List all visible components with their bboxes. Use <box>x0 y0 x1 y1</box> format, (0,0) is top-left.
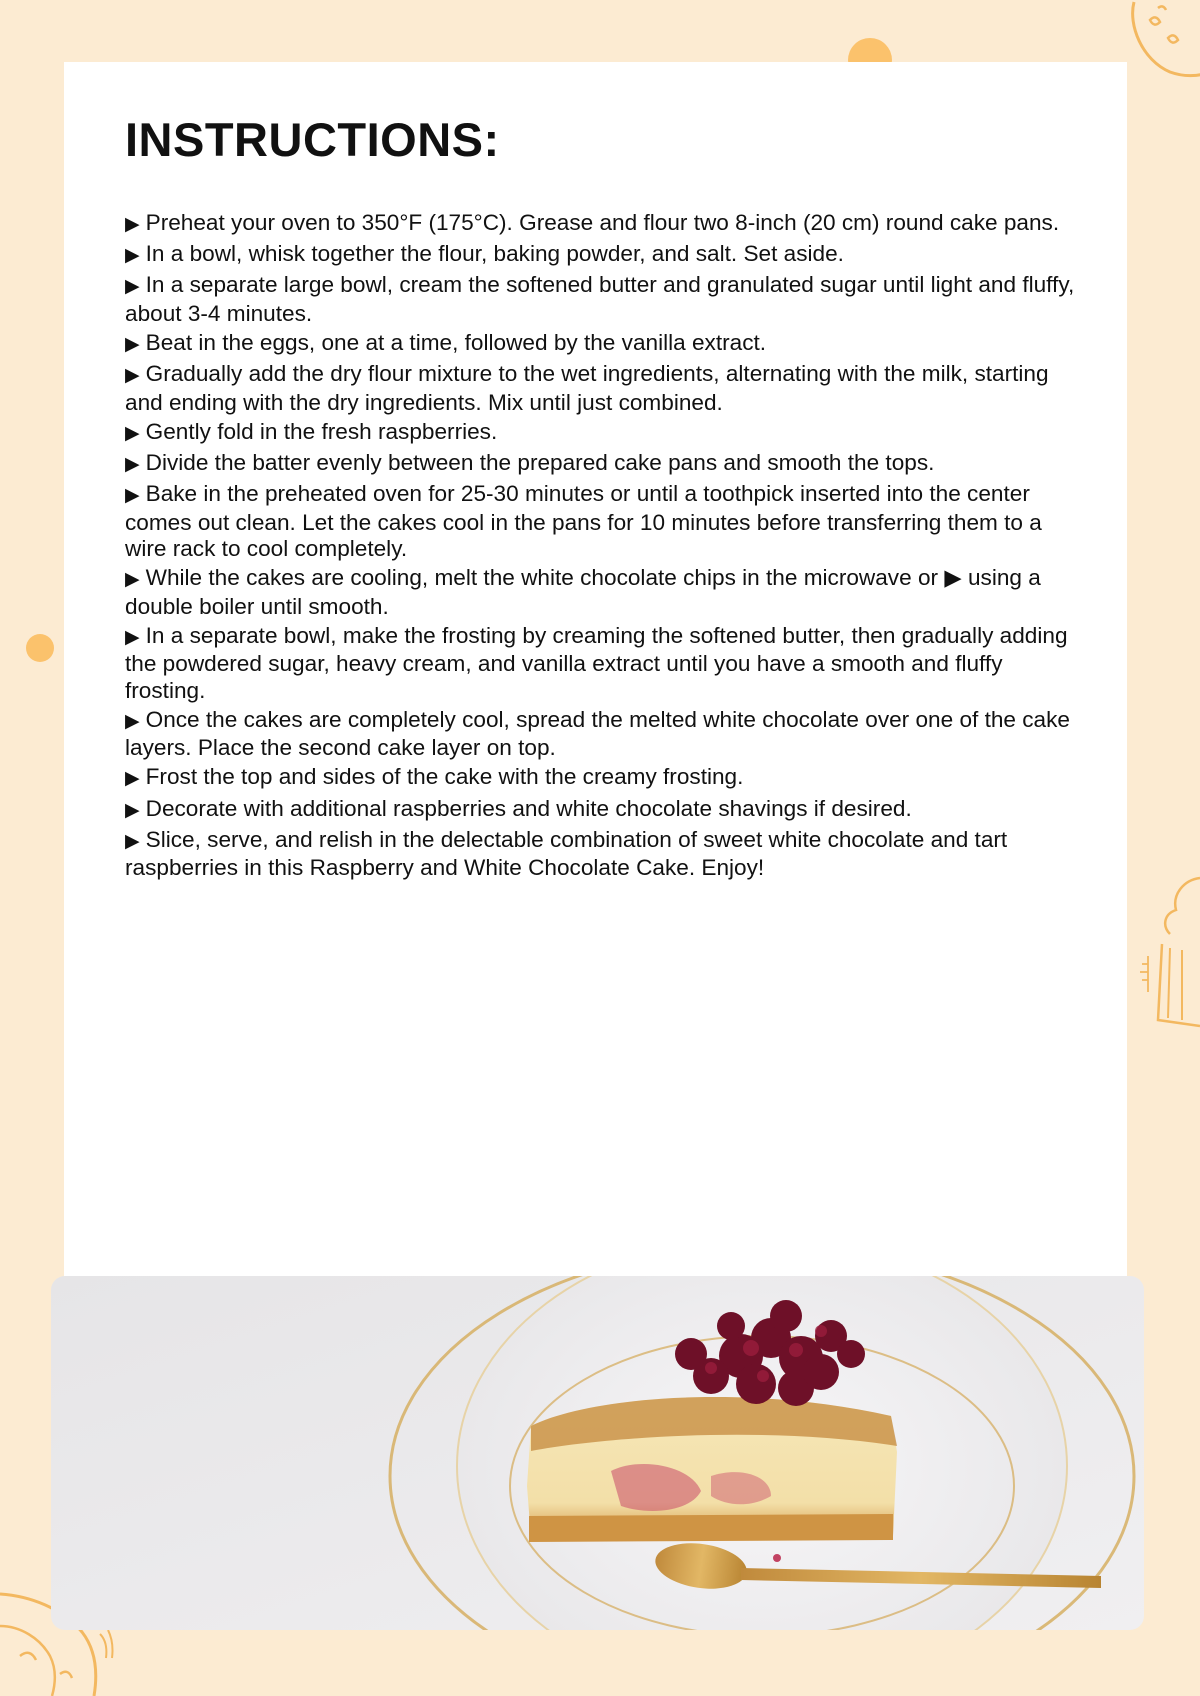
play-arrow-icon: ▶ <box>125 214 140 235</box>
play-arrow-icon: ▶ <box>125 830 140 852</box>
instruction-step <box>125 764 1087 792</box>
play-arrow-icon: ▶ <box>125 245 140 267</box>
play-arrow-icon: ▶ <box>125 768 140 790</box>
instruction-text: Decorate with additional raspberries and white chocolate shavings if desired. <box>145 795 912 821</box>
play-arrow-icon: ▶ <box>125 626 140 648</box>
instruction-text: Gradually add the dry flour mixture to the wet ingredients, alternating with the milk, starting and ending with the dry ingredients. Mix until just combined. <box>125 361 1049 415</box>
instruction-step <box>125 419 1087 447</box>
play-arrow-icon: ▶ <box>125 276 140 298</box>
instruction-text: Once the cakes are completely cool, spread the melted white chocolate over one of the cake layers. Place the second cake layer on top. <box>125 706 1070 761</box>
instruction-text: Preheat your oven to 350°F (175°C). Grease and flour two 8-inch (20 cm) round cake pans. <box>145 210 1060 235</box>
instruction-text: Divide the batter evenly between the prepared cake pans and smooth the tops. <box>145 450 935 476</box>
play-arrow-icon: ▶ <box>125 454 140 476</box>
cake-photo <box>51 1276 1144 1630</box>
play-arrow-icon: ▶ <box>125 569 140 591</box>
accent-dot-left <box>26 634 54 662</box>
instruction-step <box>125 827 1087 882</box>
instruction-text: Frost the top and sides of the cake with the creamy frosting. <box>145 764 744 790</box>
play-arrow-icon: ▶ <box>125 710 140 732</box>
instruction-step <box>125 210 1087 238</box>
play-arrow-icon: ▶ <box>125 799 140 821</box>
cheesecake-plate-illustration <box>51 1276 1144 1630</box>
play-arrow-icon: ▶ <box>125 485 140 507</box>
play-arrow-icon: ▶ <box>125 365 140 387</box>
instruction-text: While the cakes are cooling, melt the white chocolate chips in the microwave or ▶ using a double boiler until smooth. <box>125 565 1041 619</box>
instruction-step <box>125 241 1087 269</box>
play-arrow-icon: ▶ <box>125 334 140 356</box>
instruction-text: Beat in the eggs, one at a time, followed by the vanilla extract. <box>145 330 767 356</box>
instruction-step <box>125 361 1087 416</box>
instruction-step <box>125 272 1087 327</box>
play-arrow-icon: ▶ <box>125 422 140 444</box>
instruction-step <box>125 565 1087 620</box>
instruction-step <box>125 330 1087 358</box>
instruction-step <box>125 623 1087 704</box>
instructions-list <box>125 210 1087 885</box>
instruction-step <box>125 707 1087 762</box>
instruction-text: In a separate large bowl, cream the softened butter and granulated sugar until light and fluffy, about 3-4 minutes. <box>125 272 1075 326</box>
instruction-text: Bake in the preheated oven for 25-30 minutes or until a toothpick inserted into the center comes out clean. Let the cakes cool in the pans for 10 minutes before transferring them to a wire rack to cool completely. <box>125 481 1042 562</box>
instruction-step <box>125 481 1087 562</box>
instruction-text: Slice, serve, and relish in the delectable combination of sweet white chocolate and tart raspberries in this Raspberry and White Chocolate Cake. Enjoy! <box>125 826 1008 881</box>
instruction-text: In a separate bowl, make the frosting by creaming the softened butter, then gradually adding the powdered sugar, heavy cream, and vanilla extract until you have a smooth and fluffy frosting. <box>125 622 1068 703</box>
instruction-text: In a bowl, whisk together the flour, baking powder, and salt. Set aside. <box>145 241 844 267</box>
cookie-doodle-icon <box>1128 0 1200 80</box>
page-title: INSTRUCTIONS: <box>125 113 500 166</box>
instruction-step <box>125 450 1087 478</box>
instruction-step <box>125 796 1087 824</box>
cupcake-doodle-icon <box>1140 870 1200 1030</box>
instruction-text: Gently fold in the fresh raspberries. <box>145 418 498 444</box>
